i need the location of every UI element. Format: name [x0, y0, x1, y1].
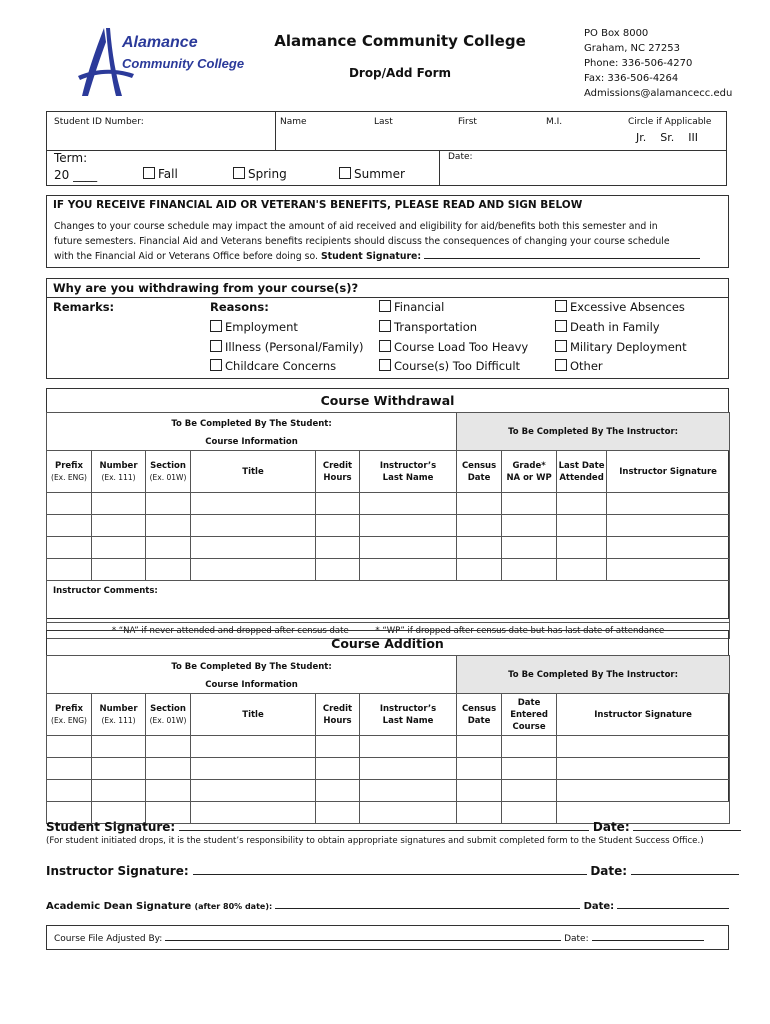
- col-census-header: [457, 694, 502, 736]
- instructor-date-line[interactable]: [631, 862, 739, 875]
- table-cell[interactable]: [316, 758, 360, 780]
- col-label: Number: [99, 460, 138, 471]
- financial-aid-text: Changes to your course schedule may impact the amount of aid received and eligibility for aid/benefits both this semester and in: [54, 221, 658, 232]
- reason-label: Transportation: [394, 320, 478, 334]
- table-cell[interactable]: [316, 493, 360, 515]
- col-last-date-header: [557, 451, 607, 493]
- table-cell[interactable]: [557, 559, 607, 581]
- dean-signature-label: Academic Dean Signature: [46, 901, 192, 912]
- fa-signature-line[interactable]: [424, 249, 700, 259]
- col-label: Grade*: [512, 460, 546, 471]
- instructor-signature-row: [46, 862, 739, 878]
- table-cell[interactable]: [316, 780, 360, 802]
- col-example: (Ex. ENG): [51, 472, 87, 482]
- reason-label: Other: [570, 359, 603, 373]
- fax-line: Fax: 336-506-4264: [584, 73, 679, 84]
- col-label: Last Date: [558, 460, 605, 471]
- reason-label: Military Deployment: [570, 340, 687, 354]
- addition-title: Course Addition: [331, 636, 444, 651]
- withdrawal-table: [46, 412, 730, 639]
- financial-aid-text: with the Financial Aid or Veterans Office before doing so.: [54, 251, 318, 262]
- circle-if-applicable-label: Circle if Applicable: [628, 117, 712, 127]
- instructor-signature-line[interactable]: [193, 862, 587, 875]
- table-cell[interactable]: [146, 736, 191, 758]
- col-title-header: Title: [191, 694, 316, 736]
- table-cell[interactable]: [502, 559, 557, 581]
- table-cell[interactable]: [191, 493, 316, 515]
- remarks-label: Remarks:: [53, 300, 115, 314]
- table-cell[interactable]: [607, 515, 730, 537]
- reason-label: Course(s) Too Difficult: [394, 359, 521, 373]
- col-title-header: Title: [191, 451, 316, 493]
- col-example: (Ex. 111): [101, 472, 136, 482]
- table-cell[interactable]: [47, 559, 92, 581]
- col-example: (Ex. 111): [101, 715, 136, 725]
- transportation-checkbox[interactable]: [379, 320, 391, 332]
- term-spring-option[interactable]: [233, 167, 287, 181]
- table-cell[interactable]: [146, 780, 191, 802]
- table-cell[interactable]: [191, 780, 316, 802]
- course-file-adjusted-label: Course File Adjusted By:: [54, 934, 163, 944]
- col-label: Attended: [559, 472, 604, 483]
- table-cell[interactable]: [457, 780, 502, 802]
- suffix-options[interactable]: Jr. Sr. III: [636, 131, 698, 144]
- other-checkbox[interactable]: [555, 359, 567, 371]
- table-cell[interactable]: [92, 736, 146, 758]
- table-cell[interactable]: [457, 559, 502, 581]
- financial-aid-text-with-signature: [54, 249, 726, 264]
- reason-other[interactable]: [555, 359, 603, 373]
- table-cell[interactable]: [557, 515, 607, 537]
- table-cell[interactable]: [360, 736, 457, 758]
- reason-course-load[interactable]: [379, 340, 528, 354]
- col-credit-header: [316, 451, 360, 493]
- col-label: Date: [467, 715, 491, 726]
- col-number-header: [92, 451, 146, 493]
- table-cell[interactable]: [47, 758, 92, 780]
- addition-student-section-header: To Be Completed By The Student:: [47, 656, 457, 678]
- instructor-date-label: Date:: [590, 864, 628, 878]
- table-cell[interactable]: [92, 515, 146, 537]
- table-cell[interactable]: [92, 493, 146, 515]
- middle-initial-label: M.I.: [546, 117, 563, 127]
- col-section-header: [146, 694, 191, 736]
- date-label: Date:: [448, 152, 473, 162]
- fa-signature-label: Student Signature:: [320, 251, 422, 262]
- col-label: Course: [512, 721, 546, 732]
- reason-employment[interactable]: [210, 320, 298, 334]
- table-cell[interactable]: [502, 493, 557, 515]
- dean-signature-line[interactable]: [275, 898, 580, 909]
- spring-label: Spring: [248, 167, 287, 181]
- table-cell[interactable]: [557, 758, 730, 780]
- name-label: Name: [280, 117, 307, 127]
- table-row: [47, 515, 730, 537]
- dean-date-label: Date:: [583, 901, 615, 912]
- table-cell[interactable]: [502, 758, 557, 780]
- reason-label: Excessive Absences: [570, 300, 685, 314]
- table-cell[interactable]: [92, 559, 146, 581]
- table-cell[interactable]: [92, 758, 146, 780]
- instructor-comments-field[interactable]: [47, 581, 730, 623]
- reason-label: Financial: [394, 300, 445, 314]
- col-date-entered-header: [502, 694, 557, 736]
- col-prefix-header: [47, 451, 92, 493]
- table-cell[interactable]: [191, 515, 316, 537]
- reason-death-in-family[interactable]: [555, 320, 660, 334]
- instructor-signature-label: Instructor Signature:: [46, 864, 189, 878]
- term-year-field[interactable]: 20 ____: [54, 168, 98, 182]
- table-cell[interactable]: [146, 559, 191, 581]
- col-label: NA or WP: [506, 472, 552, 483]
- table-row: [47, 559, 730, 581]
- table-cell[interactable]: [47, 537, 92, 559]
- col-section-header: [146, 451, 191, 493]
- instructor-comments-label: Instructor Comments:: [53, 586, 158, 596]
- table-cell[interactable]: [316, 559, 360, 581]
- table-cell[interactable]: [502, 736, 557, 758]
- table-cell[interactable]: [457, 493, 502, 515]
- logo-text-community-college: Community College: [122, 56, 245, 71]
- withdrawal-instructor-section-header: To Be Completed By The Instructor:: [457, 413, 730, 451]
- table-cell[interactable]: [92, 780, 146, 802]
- student-id-label: Student ID Number:: [54, 117, 144, 127]
- student-signature-line[interactable]: [179, 818, 589, 831]
- too-difficult-checkbox[interactable]: [379, 359, 391, 371]
- table-cell[interactable]: [502, 537, 557, 559]
- financial-aid-heading: IF YOU RECEIVE FINANCIAL AID OR VETERAN'S BENEFITS, PLEASE READ AND SIGN BELOW: [53, 199, 583, 211]
- table-cell[interactable]: [557, 493, 607, 515]
- student-signature-row: [46, 818, 741, 834]
- col-label: Instructor’s: [379, 460, 437, 471]
- student-signature-label: Student Signature:: [46, 820, 176, 834]
- col-instructor-name-header: [360, 451, 457, 493]
- table-row: [47, 780, 730, 802]
- file-date-label: Date:: [564, 934, 589, 944]
- col-label: Section: [150, 703, 186, 714]
- table-cell[interactable]: [146, 537, 191, 559]
- financial-aid-body: [54, 219, 726, 264]
- phone-line: Phone: 336-506-4270: [584, 58, 693, 69]
- dean-signature-sub: (after 80% date):: [194, 902, 273, 911]
- reason-childcare[interactable]: [210, 359, 336, 373]
- last-name-label: Last: [374, 117, 393, 127]
- table-cell[interactable]: [502, 780, 557, 802]
- table-cell[interactable]: [146, 758, 191, 780]
- col-label: Date: [467, 472, 491, 483]
- col-label: Hours: [323, 472, 352, 483]
- table-cell[interactable]: [47, 780, 92, 802]
- table-cell[interactable]: [360, 780, 457, 802]
- withdrawal-student-section-header: To Be Completed By The Student:: [47, 413, 457, 435]
- reason-label: Course Load Too Heavy: [394, 340, 529, 354]
- table-cell[interactable]: [191, 758, 316, 780]
- first-name-label: First: [458, 117, 477, 127]
- death-in-family-checkbox[interactable]: [555, 320, 567, 332]
- table-cell[interactable]: [47, 515, 92, 537]
- table-cell[interactable]: [47, 493, 92, 515]
- table-cell[interactable]: [191, 736, 316, 758]
- table-cell[interactable]: [47, 736, 92, 758]
- address-line: Graham, NC 27253: [584, 43, 681, 54]
- table-cell[interactable]: [360, 758, 457, 780]
- col-number-header: [92, 694, 146, 736]
- table-row: [47, 537, 730, 559]
- col-prefix-header: [47, 694, 92, 736]
- childcare-checkbox[interactable]: [210, 359, 222, 371]
- table-cell[interactable]: [557, 780, 730, 802]
- table-cell[interactable]: [191, 559, 316, 581]
- col-label: Last Name: [382, 715, 434, 726]
- table-cell[interactable]: [457, 758, 502, 780]
- table-cell[interactable]: [607, 493, 730, 515]
- reasons-label: Reasons:: [210, 300, 269, 314]
- table-cell[interactable]: [316, 537, 360, 559]
- table-cell[interactable]: [607, 559, 730, 581]
- col-example: (Ex. 01W): [149, 715, 187, 725]
- reason-too-difficult[interactable]: [379, 359, 520, 373]
- col-example: (Ex. ENG): [51, 715, 87, 725]
- fall-label: Fall: [158, 167, 178, 181]
- table-cell[interactable]: [146, 493, 191, 515]
- col-label: Section: [150, 460, 186, 471]
- withdrawal-title: Course Withdrawal: [320, 393, 455, 408]
- spring-checkbox[interactable]: [233, 167, 245, 179]
- military-checkbox[interactable]: [555, 340, 567, 352]
- employment-checkbox[interactable]: [210, 320, 222, 332]
- name-field[interactable]: [276, 128, 626, 148]
- table-cell[interactable]: [146, 515, 191, 537]
- col-label: Prefix: [55, 703, 83, 714]
- address-line: PO Box 8000: [584, 28, 649, 39]
- student-initiated-note: (For student initiated drops, it is the student’s responsibility to obtain appropriate signatures and submit completed form to the Student Success Office.): [46, 836, 704, 846]
- summer-checkbox[interactable]: [339, 167, 351, 179]
- note-wp: * “WP” if dropped after census date but has last date of attendance: [375, 625, 665, 636]
- col-label: Date: [517, 697, 541, 708]
- reason-illness[interactable]: [210, 340, 364, 354]
- fall-checkbox[interactable]: [143, 167, 155, 179]
- table-cell[interactable]: [316, 736, 360, 758]
- col-label: Census: [461, 703, 497, 714]
- table-cell[interactable]: [457, 537, 502, 559]
- table-cell[interactable]: [457, 515, 502, 537]
- table-row: [47, 493, 730, 515]
- term-label: Term:: [54, 151, 88, 165]
- col-signature-header: Instructor Signature: [607, 451, 730, 493]
- col-label: Credit: [322, 703, 353, 714]
- table-cell[interactable]: [360, 559, 457, 581]
- addition-table: [46, 655, 730, 824]
- reason-label: Illness (Personal/Family): [225, 340, 364, 354]
- table-cell[interactable]: [360, 515, 457, 537]
- table-cell[interactable]: [457, 736, 502, 758]
- col-label: Number: [99, 703, 138, 714]
- reason-military[interactable]: [555, 340, 687, 354]
- col-label: Credit: [322, 460, 353, 471]
- col-label: Prefix: [55, 460, 83, 471]
- student-id-field[interactable]: [48, 128, 272, 148]
- term-summer-option[interactable]: [339, 167, 405, 181]
- student-date-line[interactable]: [633, 818, 741, 831]
- table-row: [47, 758, 730, 780]
- dean-signature-row: [46, 898, 729, 912]
- student-date-label: Date:: [592, 820, 630, 834]
- col-grade-header: [502, 451, 557, 493]
- table-cell[interactable]: [502, 515, 557, 537]
- summer-label: Summer: [354, 167, 405, 181]
- addition-course-info-header: Course Information: [47, 678, 457, 694]
- table-row: [47, 736, 730, 758]
- illness-checkbox[interactable]: [210, 340, 222, 352]
- course-load-checkbox[interactable]: [379, 340, 391, 352]
- table-cell[interactable]: [92, 537, 146, 559]
- col-label: Entered: [510, 709, 548, 720]
- table-cell[interactable]: [191, 537, 316, 559]
- reason-financial[interactable]: [379, 300, 444, 314]
- course-file-adjusted-line[interactable]: [165, 931, 561, 941]
- term-fall-option[interactable]: [143, 167, 178, 181]
- date-field[interactable]: [476, 150, 724, 182]
- withdrawal-course-info-header: Course Information: [47, 435, 457, 451]
- col-label: Instructor’s: [379, 703, 437, 714]
- email-line: Admissions@alamancecc.edu: [584, 88, 733, 99]
- col-credit-header: [316, 694, 360, 736]
- table-cell[interactable]: [360, 537, 457, 559]
- dean-date-line[interactable]: [617, 898, 729, 909]
- table-cell[interactable]: [607, 537, 730, 559]
- reason-transportation[interactable]: [379, 320, 477, 334]
- logo-text-alamance: Alamance: [122, 34, 198, 51]
- financial-checkbox[interactable]: [379, 300, 391, 312]
- reason-label: Death in Family: [570, 320, 660, 334]
- college-name: Alamance Community College: [274, 32, 526, 50]
- reason-excessive-absences[interactable]: [555, 300, 685, 314]
- college-address: [584, 26, 732, 101]
- form-title: Drop/Add Form: [348, 66, 452, 80]
- file-date-line[interactable]: [592, 931, 704, 941]
- table-cell[interactable]: [557, 537, 607, 559]
- note-na: * “NA” if never attended and dropped after census date: [111, 625, 349, 636]
- withdraw-question: Why are you withdrawing from your course(s)?: [53, 281, 359, 295]
- col-label: Census: [461, 460, 497, 471]
- addition-instructor-section-header: To Be Completed By The Instructor:: [457, 656, 730, 694]
- col-example: (Ex. 01W): [149, 472, 187, 482]
- financial-aid-text: future semesters. Financial Aid and Veterans benefits recipients should discuss the consequences of changing your course schedule: [54, 236, 670, 247]
- reason-label: Employment: [225, 320, 298, 334]
- col-signature-header: Instructor Signature: [557, 694, 730, 736]
- reason-label: Childcare Concerns: [225, 359, 337, 373]
- remarks-field[interactable]: [50, 316, 200, 376]
- col-census-header: [457, 451, 502, 493]
- table-cell[interactable]: [557, 736, 730, 758]
- course-file-adjusted-row: [54, 931, 704, 944]
- col-label: Last Name: [382, 472, 434, 483]
- excessive-absences-checkbox[interactable]: [555, 300, 567, 312]
- col-instructor-name-header: [360, 694, 457, 736]
- col-label: Hours: [323, 715, 352, 726]
- table-cell[interactable]: [316, 515, 360, 537]
- table-cell[interactable]: [360, 493, 457, 515]
